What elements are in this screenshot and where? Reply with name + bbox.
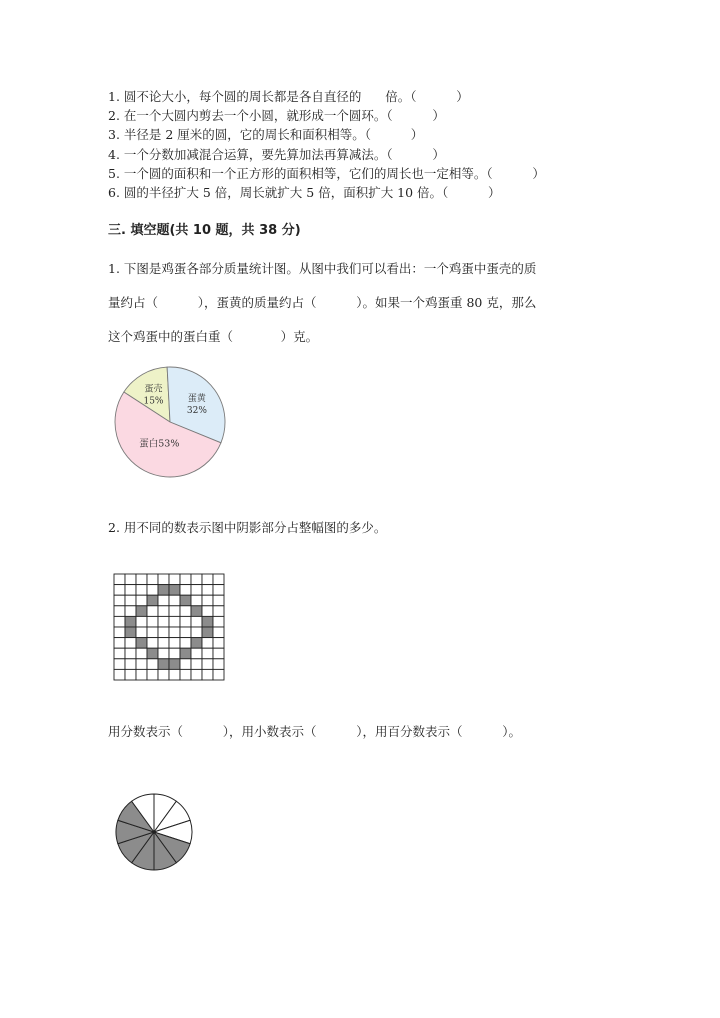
grid-cell: [202, 659, 213, 670]
shaded-grid-figure: [113, 573, 227, 683]
grid-cell: [191, 627, 202, 638]
grid-cell: [136, 648, 147, 659]
tf-item-5: 5. 一个圆的面积和一个正方形的面积相等，它们的周长也一定相等。（ ）: [108, 165, 545, 181]
grid-cell: [147, 659, 158, 670]
grid-cell: [202, 638, 213, 649]
grid-cell: [125, 659, 136, 670]
grid-cell: [202, 606, 213, 617]
answer-line: 用分数表示（ ），用小数表示（ ），用百分数表示（ ）。: [108, 724, 521, 739]
pie-label-2: 蛋黄: [187, 393, 206, 404]
grid-cell: [125, 606, 136, 617]
question-1: [108, 252, 536, 354]
question-1-line-1: 1. 下图是鸡蛋各部分质量统计图。从图中我们可以看出：一个鸡蛋中蛋壳的质: [108, 261, 537, 276]
grid-cell: [202, 574, 213, 585]
grid-cell: [213, 616, 224, 627]
grid-cell: [147, 616, 158, 627]
grid-cell: [136, 669, 147, 680]
grid-cell-shaded: [191, 638, 202, 649]
grid-cell: [114, 627, 125, 638]
grid-cell: [125, 574, 136, 585]
grid-cell: [136, 659, 147, 670]
shaded-circle-figure: [114, 792, 196, 874]
section-title: 三. 填空题(共 10 题，共 38 分): [108, 223, 301, 238]
grid-cell: [114, 659, 125, 670]
grid-cell-shaded: [180, 648, 191, 659]
grid-cell: [147, 669, 158, 680]
grid-cell: [213, 585, 224, 596]
grid-cell: [180, 659, 191, 670]
grid-cell: [202, 648, 213, 659]
grid-cell: [136, 585, 147, 596]
grid-cell-shaded: [158, 585, 169, 596]
grid-cell: [147, 574, 158, 585]
grid-cell: [169, 638, 180, 649]
grid-cell: [191, 659, 202, 670]
grid-cell: [180, 638, 191, 649]
grid-cell: [213, 595, 224, 606]
grid-cell: [147, 638, 158, 649]
grid-cell: [169, 606, 180, 617]
egg-mass-pie-chart: [110, 364, 234, 484]
grid-cell-shaded: [147, 648, 158, 659]
grid-cell: [213, 627, 224, 638]
tf-item-6: 6. 圆的半径扩大 5 倍，周长就扩大 5 倍，面积扩大 10 倍。（ ）: [108, 185, 501, 201]
tf-item-1: 1. 圆不论大小，每个圆的周长都是各自直径的 倍。（ ）: [108, 89, 469, 104]
grid-cell: [114, 638, 125, 649]
grid-cell: [125, 648, 136, 659]
grid-cell: [158, 616, 169, 627]
grid-cell: [213, 574, 224, 585]
grid-cell-shaded: [169, 585, 180, 596]
grid-cell: [114, 574, 125, 585]
grid-cell-shaded: [180, 595, 191, 606]
grid-cell: [158, 638, 169, 649]
tf-item-3: 3. 半径是 2 厘米的圆，它的周长和面积相等。（ ）: [108, 127, 424, 143]
grid-cell: [114, 616, 125, 627]
pie-value-2: 32%: [186, 405, 207, 416]
grid-cell: [114, 595, 125, 606]
grid-cell-shaded: [169, 659, 180, 670]
grid-cell: [114, 606, 125, 617]
grid-cell: [136, 616, 147, 627]
grid-cell: [147, 627, 158, 638]
pie-label-3: 蛋白53%: [139, 438, 180, 450]
grid-cell: [213, 606, 224, 617]
grid-cell: [202, 595, 213, 606]
grid-cell: [180, 606, 191, 617]
grid-cell: [202, 585, 213, 596]
grid-cell: [191, 648, 202, 659]
grid-cell: [125, 669, 136, 680]
grid-cell-shaded: [125, 627, 136, 638]
grid-cell: [202, 669, 213, 680]
grid-cell: [158, 627, 169, 638]
grid-cell: [191, 585, 202, 596]
grid-cell: [169, 574, 180, 585]
tf-item-4: 4. 一个分数加减混合运算，要先算加法再算减法。（ ）: [108, 146, 445, 162]
grid-cell: [136, 574, 147, 585]
grid-cell: [158, 669, 169, 680]
grid-cell: [213, 669, 224, 680]
grid-cell: [191, 574, 202, 585]
grid-cell: [169, 595, 180, 606]
grid-cell: [147, 606, 158, 617]
grid-cell: [136, 627, 147, 638]
pie-label-1: 蛋壳: [144, 384, 163, 395]
grid-cell: [125, 638, 136, 649]
grid-cell: [158, 606, 169, 617]
grid-cell: [147, 585, 158, 596]
grid-cell: [180, 574, 191, 585]
question-1-line-2: 量约占（ ），蛋黄的质量约占（ ）。如果一个鸡蛋重 80 克，那么: [108, 295, 537, 310]
grid-cell: [191, 595, 202, 606]
grid-cell: [125, 585, 136, 596]
grid-cell-shaded: [136, 606, 147, 617]
grid-cell: [180, 585, 191, 596]
grid-cell: [180, 616, 191, 627]
grid-cell: [180, 627, 191, 638]
grid-cell: [169, 627, 180, 638]
grid-cell-shaded: [136, 638, 147, 649]
grid-cell: [169, 616, 180, 627]
grid-cell-shaded: [158, 659, 169, 670]
grid-cell: [158, 574, 169, 585]
grid-cell: [158, 648, 169, 659]
grid-cell: [136, 595, 147, 606]
grid-cell: [191, 669, 202, 680]
pie-value-1: 15%: [143, 396, 164, 407]
grid-cell-shaded: [125, 616, 136, 627]
grid-cell: [213, 648, 224, 659]
grid-cell-shaded: [191, 606, 202, 617]
grid-cell: [213, 659, 224, 670]
question-1-line-3: 这个鸡蛋中的蛋白重（ ）克。: [108, 329, 319, 344]
grid-cell: [114, 669, 125, 680]
grid-cell: [191, 616, 202, 627]
grid-cell: [158, 595, 169, 606]
grid-cell: [114, 648, 125, 659]
grid-cell: [213, 638, 224, 649]
tf-item-2: 2. 在一个大圆内剪去一个小圆，就形成一个圆环。（ ）: [108, 108, 445, 124]
question-2: 2. 用不同的数表示图中阴影部分占整幅图的多少。: [108, 520, 387, 535]
grid-cell-shaded: [202, 627, 213, 638]
grid-cell: [169, 669, 180, 680]
grid-cell: [114, 585, 125, 596]
true-false-list: [108, 87, 545, 202]
grid-cell: [180, 669, 191, 680]
grid-cell-shaded: [202, 616, 213, 627]
grid-cell: [125, 595, 136, 606]
grid-cell: [169, 648, 180, 659]
grid-cell-shaded: [147, 595, 158, 606]
